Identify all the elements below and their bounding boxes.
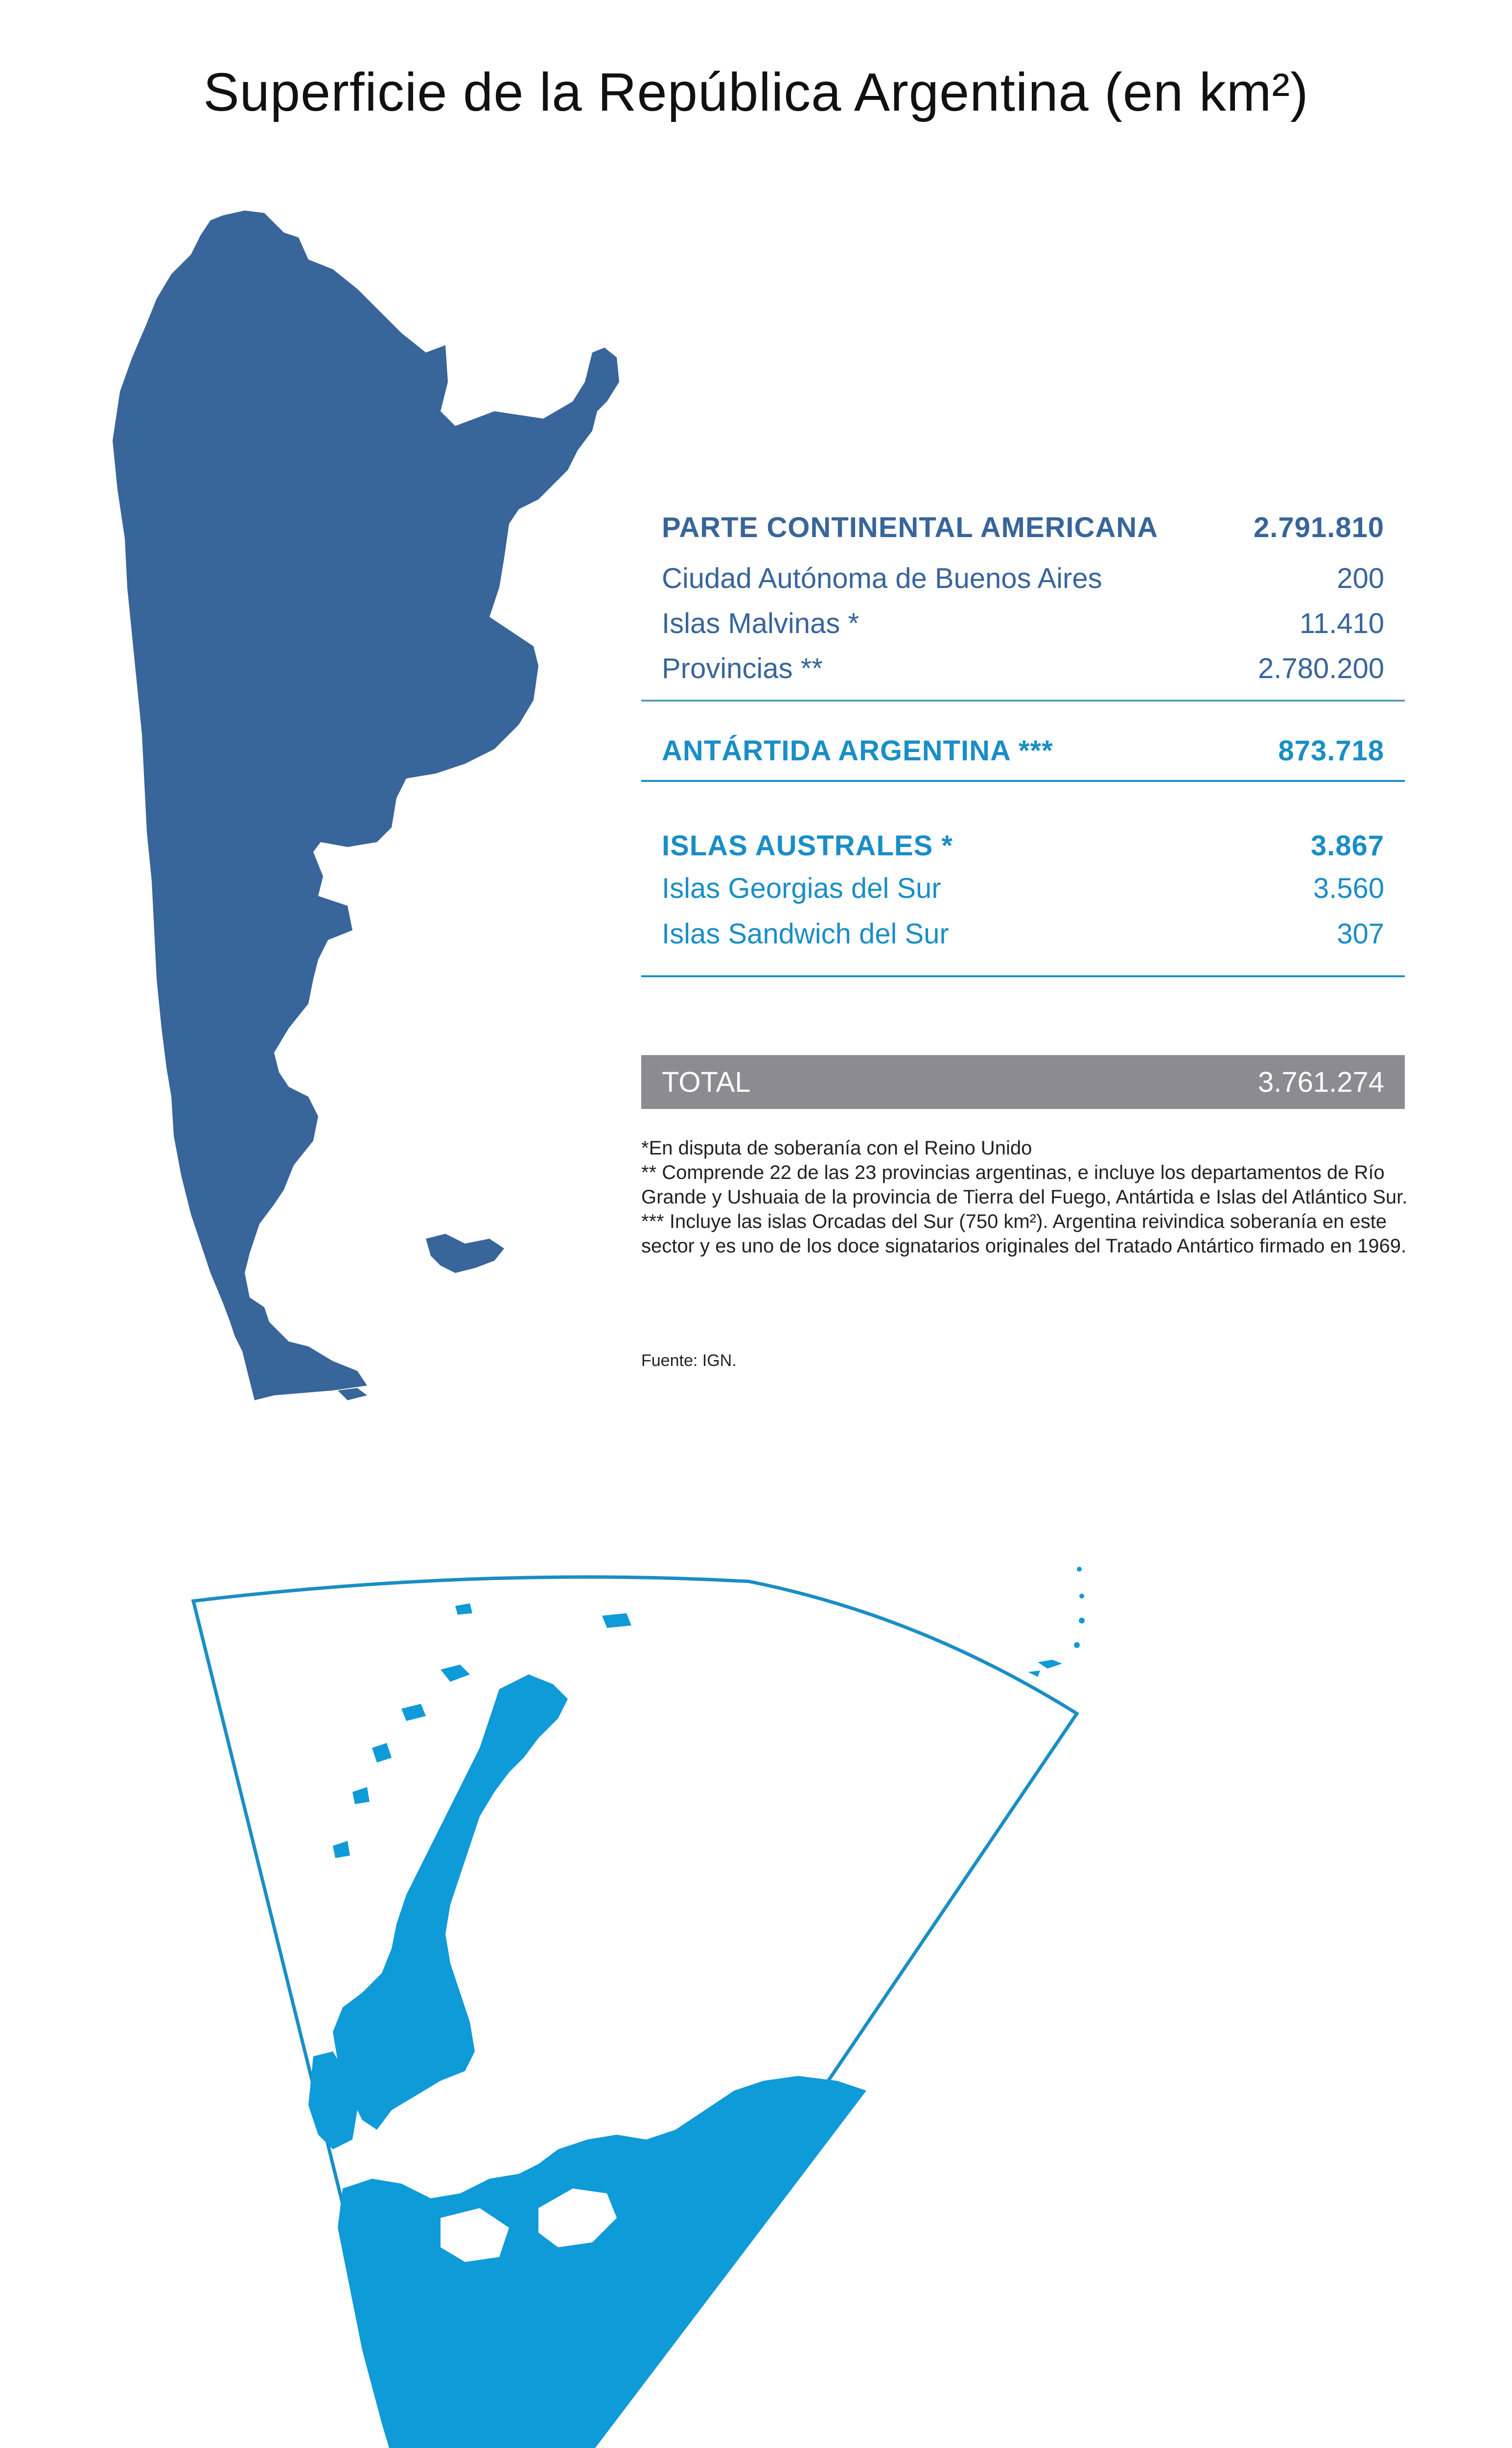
- table-row: [641, 646, 1405, 691]
- surface-table: [641, 499, 1405, 977]
- peninsula-islands: [333, 1603, 631, 1858]
- section-label: ISLAS AUSTRALES *: [662, 829, 953, 862]
- table-row: [641, 556, 1405, 601]
- row-value: 200: [1337, 562, 1384, 594]
- row-label: Ciudad Autónoma de Buenos Aires: [662, 562, 1102, 594]
- row-value: 11.410: [1299, 607, 1384, 639]
- section-header-islands: [641, 826, 1405, 865]
- footnote: ** Comprende 22 de las 23 provincias argentinas, e incluye los departamentos de Río Grande y Ushuaia de la provincia de Tierra del Fuego, Antártida e Islas del Atlántico Sur.: [641, 1162, 1408, 1208]
- mainland-shape: [113, 211, 619, 1400]
- section-header-continental: [641, 499, 1405, 556]
- argentina-mainland-map: [103, 196, 656, 1435]
- footnotes: [641, 1136, 1429, 1258]
- antarctica-sector-map: [186, 1542, 1092, 2448]
- footnote: *** Incluye las islas Orcadas del Sur (750 km²). Argentina reivindica soberanía en este sector y es uno de los doce signatarios originales del Tratado Antártico firmado en 1969.: [641, 1211, 1407, 1257]
- total-bar: [641, 1055, 1405, 1109]
- row-value: 307: [1337, 918, 1384, 950]
- section-value: 3.867: [1310, 829, 1384, 862]
- section-value: 873.718: [1278, 734, 1384, 767]
- section-value: 2.791.810: [1253, 512, 1384, 543]
- section-label: ANTÁRTIDA ARGENTINA ***: [662, 734, 1053, 767]
- south-sandwich-islands: [1074, 1567, 1085, 1648]
- table-row: [641, 912, 1405, 956]
- source-note: Fuente: IGN.: [641, 1351, 737, 1370]
- antarctic-peninsula: [333, 1674, 568, 2130]
- row-label: Islas Georgias del Sur: [662, 872, 941, 904]
- section-label: PARTE CONTINENTAL AMERICANA: [662, 512, 1159, 543]
- row-value: 3.560: [1313, 872, 1384, 904]
- section-divider: [641, 975, 1405, 977]
- page-title: Superficie de la República Argentina (en km²): [203, 62, 1309, 122]
- antarctic-mainland: [338, 2076, 866, 2448]
- total-label: TOTAL: [662, 1066, 751, 1098]
- tierra-del-fuego-tip: [338, 1388, 367, 1400]
- falklands-islands: [426, 1234, 504, 1273]
- table-row: [641, 601, 1405, 646]
- row-label: Provincias **: [662, 652, 823, 684]
- section-header-antarctica: [641, 731, 1405, 770]
- row-value: 2.780.200: [1257, 652, 1384, 684]
- row-label: Islas Sandwich del Sur: [662, 918, 949, 950]
- table-row: [641, 865, 1405, 912]
- footnote: *En disputa de soberanía con el Reino Unido: [641, 1137, 1032, 1159]
- total-value: 3.761.274: [1257, 1066, 1384, 1098]
- row-label: Islas Malvinas *: [662, 607, 859, 639]
- south-orkney-islands: [1028, 1660, 1062, 1677]
